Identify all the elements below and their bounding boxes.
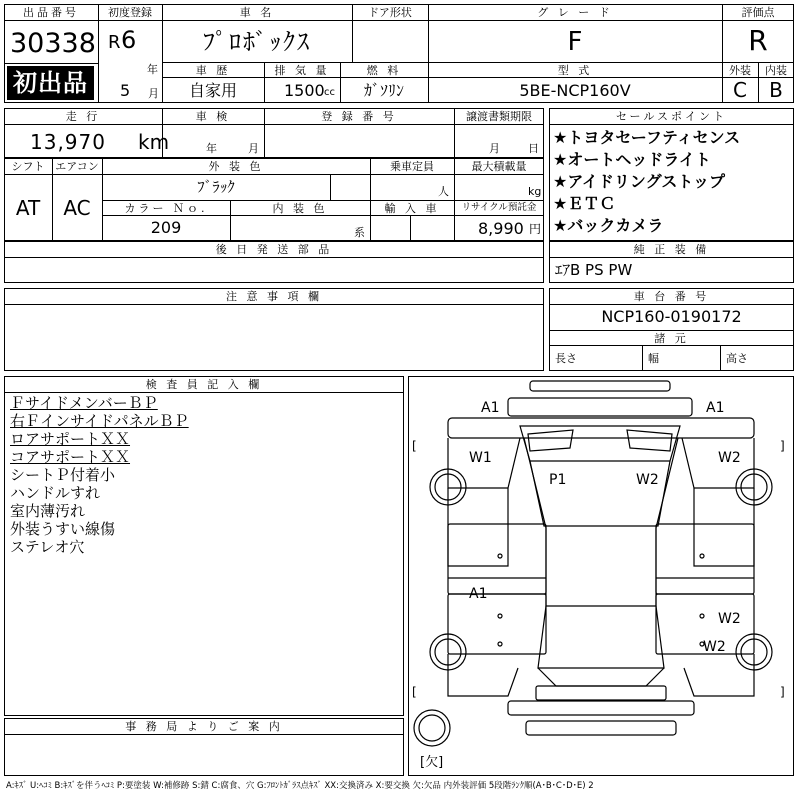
car-diagram (408, 376, 794, 776)
ac-label: エアコン (55, 160, 99, 173)
era-letter: R (108, 32, 121, 53)
equipment-value: ｴｱB PS PW (555, 261, 633, 279)
shift-value: AT (15, 196, 41, 220)
transfer-month: 月 (489, 142, 500, 155)
inspection-year: 年 (206, 142, 217, 155)
score-label: 評価点 (741, 6, 775, 19)
inspector-note: 右ＦインサイドパネルＢＰ (10, 412, 189, 430)
inspector-note: コアサポートＸＸ (10, 448, 131, 466)
grade-value: F (567, 27, 583, 57)
car-name-label: 車 名 (239, 6, 275, 19)
inspection-month: 月 (248, 142, 259, 155)
model-label: 型 式 (557, 64, 593, 77)
exterior-color-label: 外 装 色 (208, 160, 264, 173)
transfer-day: 日 (528, 142, 539, 155)
equipment-label: 純 正 装 備 (633, 243, 710, 256)
dims-label: 諸 元 (654, 332, 689, 345)
notes-label: 注 意 事 項 欄 (226, 290, 322, 303)
dims-width: 幅 (648, 352, 659, 365)
reg-number-label: 登 録 番 号 (321, 110, 397, 123)
office-label: 事 務 局 よ り ご 案 内 (125, 720, 283, 733)
inspection-label: 車 検 (195, 110, 231, 123)
reg-year: 6 (121, 26, 137, 54)
car-name: ﾌﾟﾛﾎﾞｯｸｽ (203, 28, 311, 56)
damage-mark-a1: A1 (481, 400, 500, 416)
chassis-number: NCP160-0190172 (601, 307, 742, 326)
mileage-value: 13,970 (30, 130, 106, 154)
interior-color-label: 内 装 色 (272, 202, 328, 215)
capacity-unit: 人 (438, 185, 449, 198)
ac-value: AC (63, 196, 91, 220)
lot-number: 30338 (10, 28, 96, 59)
color-no-label: カラー Ｎｏ. (124, 202, 208, 215)
inspector-label: 検 査 員 記 入 欄 (145, 378, 263, 391)
sales-point: ★トヨタセーフティセンス (553, 128, 741, 147)
first-reg-label: 初度登録 (108, 6, 152, 19)
inspector-note: シートＰ付着小 (10, 466, 116, 484)
damage-mark-p1: P1 (549, 472, 567, 488)
damage-mark-a1: A1 (706, 400, 725, 416)
exterior-grade: C (733, 78, 747, 102)
inspector-note: ハンドルすれ (10, 484, 101, 502)
inspector-note: ＦサイドメンバーＢＰ (10, 394, 158, 412)
dims-length: 長さ (555, 352, 577, 365)
interior-grade-label: 内装 (765, 64, 787, 77)
reg-month-unit: 月 (148, 87, 159, 100)
sales-points-label: セールスポイント (615, 110, 727, 123)
damage-mark-a1: A1 (469, 586, 488, 602)
sales-point: ★ＥＴＣ (553, 194, 616, 213)
interior-grade: B (769, 78, 783, 102)
capacity-label: 乗車定員 (390, 160, 434, 173)
legend: A:ｷｽﾞ U:ﾍｺﾐ B:ｷｽﾞを伴うﾍｺﾐ P:要塗装 W:補修跡 S:錆 C:腐食、穴 G:ﾌﾛﾝﾄｶﾞﾗｽ点ｷｽﾞ XX:交換済み X:要交換 欠:欠品 内外装評価 5段階ﾗﾝｸ順(A･B･C･D･E) 2 (6, 781, 594, 791)
damage-mark-w2: W2 (703, 639, 726, 655)
door-label: ドア形状 (368, 6, 412, 19)
load-unit: kg (528, 185, 542, 198)
dims-height: 高さ (726, 352, 748, 365)
color-no-value: 209 (150, 218, 182, 237)
recycle-value: 8,990 (478, 219, 524, 238)
shift-label: シフト (11, 160, 45, 173)
displacement-label: 排 気 量 (274, 64, 330, 77)
first-listing-badge: 初出品 (7, 66, 94, 100)
bracket-right: ] (780, 685, 785, 699)
displacement-value: 1500 (284, 81, 325, 100)
history-label: 車 歴 (195, 64, 231, 77)
recycle-label: リサイクル預託金 (461, 202, 537, 213)
model-value: 5BE-NCP160V (519, 81, 631, 100)
mileage-unit: km (138, 130, 170, 154)
recycle-unit: 円 (529, 222, 542, 236)
later-parts-label: 後 日 発 送 部 品 (215, 243, 333, 256)
mileage-label: 走 行 (65, 110, 101, 123)
damage-mark-w2: W2 (636, 472, 659, 488)
chassis-label: 車 台 番 号 (633, 290, 710, 303)
history-value: 自家用 (188, 81, 237, 100)
reg-month: 5 (120, 81, 131, 100)
spare-tire-missing: [欠] (420, 755, 444, 770)
fuel-label: 燃 料 (366, 64, 402, 77)
bracket-left: [ (412, 685, 417, 699)
sales-point: ★バックカメラ (553, 216, 664, 235)
damage-mark-w2: W2 (718, 450, 741, 466)
interior-color-unit: 系 (354, 226, 365, 239)
reg-year-unit: 年 (147, 63, 158, 76)
inspector-note: 室内薄汚れ (10, 502, 86, 520)
inspector-note: ステレオ穴 (10, 538, 85, 556)
transfer-doc-label: 譲渡書類期限 (466, 110, 532, 123)
damage-mark-w1: W1 (469, 450, 492, 466)
sales-point: ★アイドリングストップ (553, 172, 725, 191)
lot-label: 出品番号 (23, 6, 79, 19)
bracket-right: ] (780, 439, 785, 453)
import-label: 輸 入 車 (384, 202, 440, 215)
sales-point: ★オートヘッドライト (553, 150, 711, 169)
exterior-grade-label: 外装 (729, 64, 751, 77)
damage-mark-w2: W2 (718, 611, 741, 627)
displacement-unit: cc (324, 87, 335, 98)
inspector-note: ロアサポートＸＸ (10, 430, 131, 448)
fuel-value: ｶﾞｿﾘﾝ (363, 81, 404, 100)
score-value: R (748, 24, 768, 57)
exterior-color-value: ﾌﾞﾗｯｸ (197, 178, 235, 196)
load-label: 最大積載量 (471, 160, 527, 173)
grade-label: グ レ ー ド (537, 6, 613, 19)
bracket-left: [ (412, 439, 417, 453)
inspector-note: 外装うすい線傷 (10, 520, 116, 538)
